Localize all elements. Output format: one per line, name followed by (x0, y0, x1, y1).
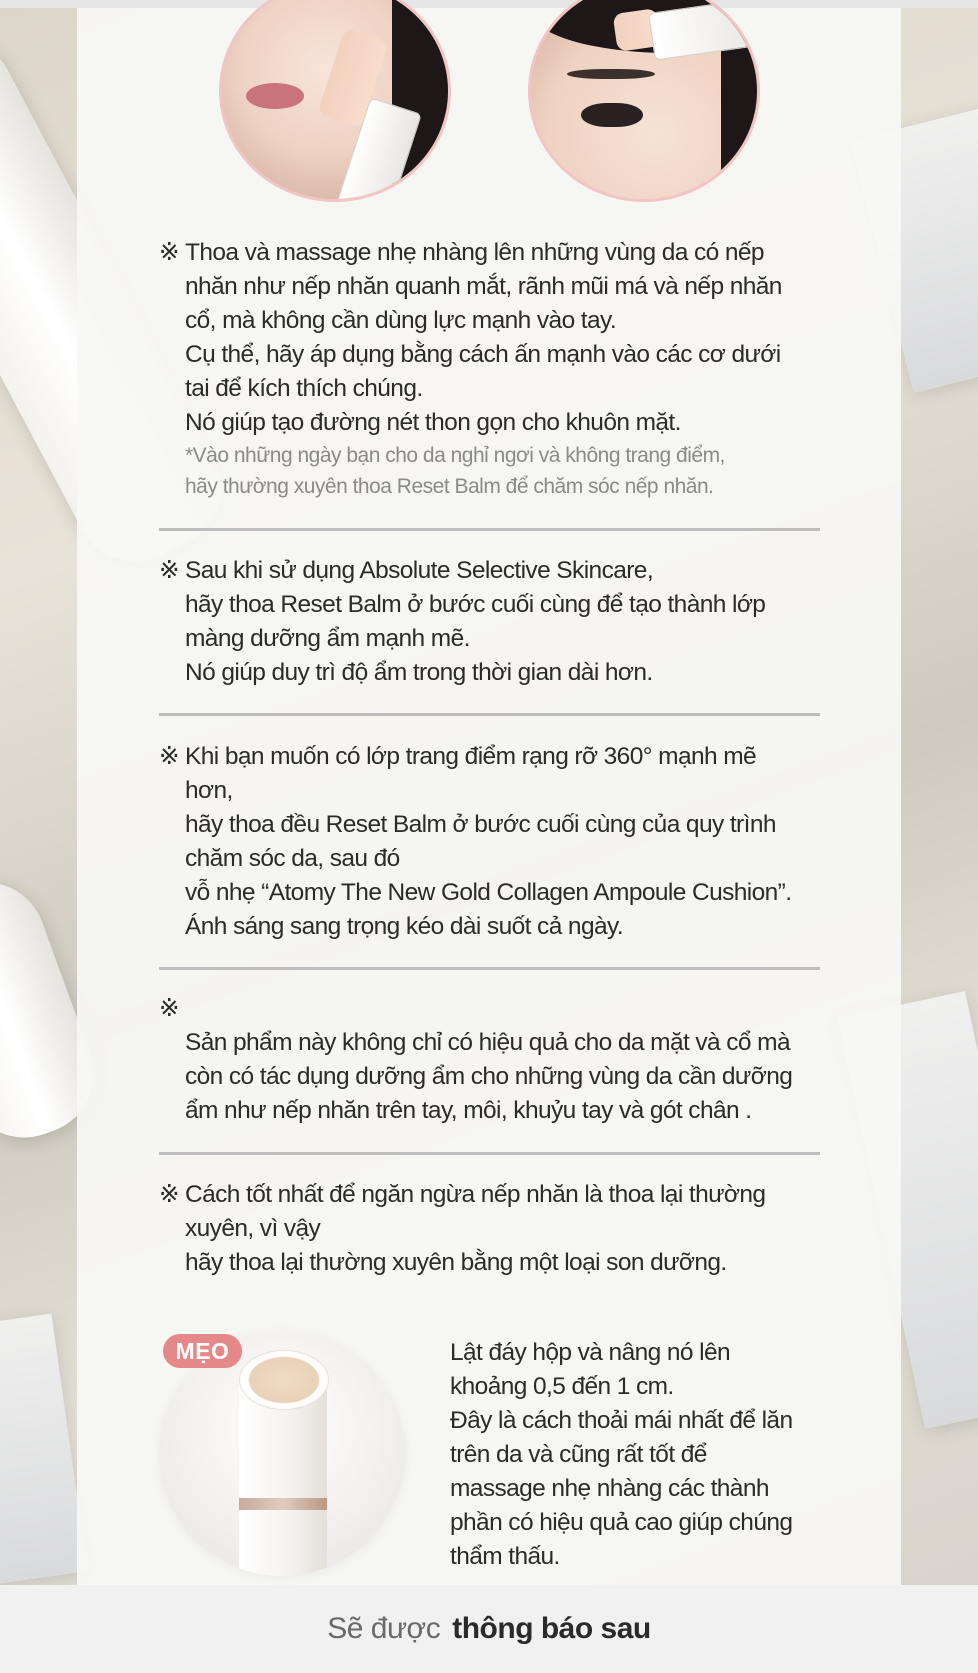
section-note: *Vào những ngày bạn cho da nghỉ ngơi và không trang điểm, hãy thường xuyên thoa Reset Balm để chăm sóc nếp nhăn. (185, 444, 725, 498)
reference-mark: ※ (159, 557, 179, 584)
section-text: Sau khi sử dụng Absolute Selective Skincare, hãy thoa Reset Balm ở bước cuối cùng để tạo thành lớp màng dưỡng ẩm mạnh mẽ. Nó giúp duy trì độ ẩm trong thời gian dài hơn. (185, 557, 766, 686)
section-divider (159, 1152, 820, 1155)
section-divider (159, 528, 820, 531)
section-text: Cách tốt nhất để ngăn ngừa nếp nhăn là thoa lại thường xuyên, vì vậy hãy thoa lại thường xuyên bằng một loại son dưỡng. (185, 1181, 766, 1276)
reference-mark: ※ (159, 743, 179, 770)
instruction-section-1 (159, 236, 839, 502)
balm-stick-top (239, 1350, 329, 1410)
instruction-section-4 (159, 992, 839, 1128)
reference-mark: ※ (159, 995, 179, 1022)
instruction-section-3 (159, 740, 839, 944)
reference-mark: ※ (159, 239, 179, 266)
footer-bold-text: thông báo sau (452, 1612, 651, 1645)
instruction-section-2 (159, 554, 839, 690)
section-text: Sản phẩm này không chỉ có hiệu quả cho da mặt và cổ mà còn có tác dụng dưỡng ẩm cho những vùng da cần dưỡng ẩm như nếp nhăn trên tay, môi, khuỷu tay và gót chân . (185, 1029, 793, 1124)
tip-text: Lật đáy hộp và nâng nó lên khoảng 0,5 đến 1 cm. Đây là cách thoải mái nhất để lăn trên da và cũng rất tốt để massage nhẹ nhàng các thành phần có hiệu quả cao giúp chúng thẩm thấu. (450, 1339, 793, 1570)
footer-light-text: Sẽ được (327, 1612, 441, 1645)
section-text: Thoa và massage nhẹ nhàng lên những vùng da có nếp nhăn như nếp nhăn quanh mắt, rãnh mũi má và nếp nhăn cổ, mà không cần dùng lực mạnh vào tay. Cụ thể, hãy áp dụng bằng cách ấn mạnh vào các cơ dưới tai để kích thích chúng. Nó giúp tạo đường nét thon gọn cho khuôn mặt. (185, 239, 782, 436)
tip-badge: MẸO (163, 1334, 242, 1368)
lips (246, 83, 304, 109)
footer-bar (0, 1585, 978, 1673)
eye (581, 103, 643, 127)
balm-stick-ring (239, 1498, 327, 1510)
eyebrow (567, 69, 655, 79)
section-divider (159, 967, 820, 970)
background-product-box (0, 1314, 88, 1585)
section-divider (159, 713, 820, 716)
instruction-section-5 (159, 1178, 839, 1280)
top-edge (0, 0, 978, 8)
reference-mark: ※ (159, 1181, 179, 1208)
section-text: Khi bạn muốn có lớp trang điểm rạng rỡ 360° mạnh mẽ hơn, hãy thoa đều Reset Balm ở bước cuối cùng của quy trình chăm sóc da, sau đó vỗ nhẹ “Atomy The New Gold Collagen Ampoule Cushion”. Ánh sáng sang trọng kéo dài suốt cả ngày. (185, 743, 792, 940)
